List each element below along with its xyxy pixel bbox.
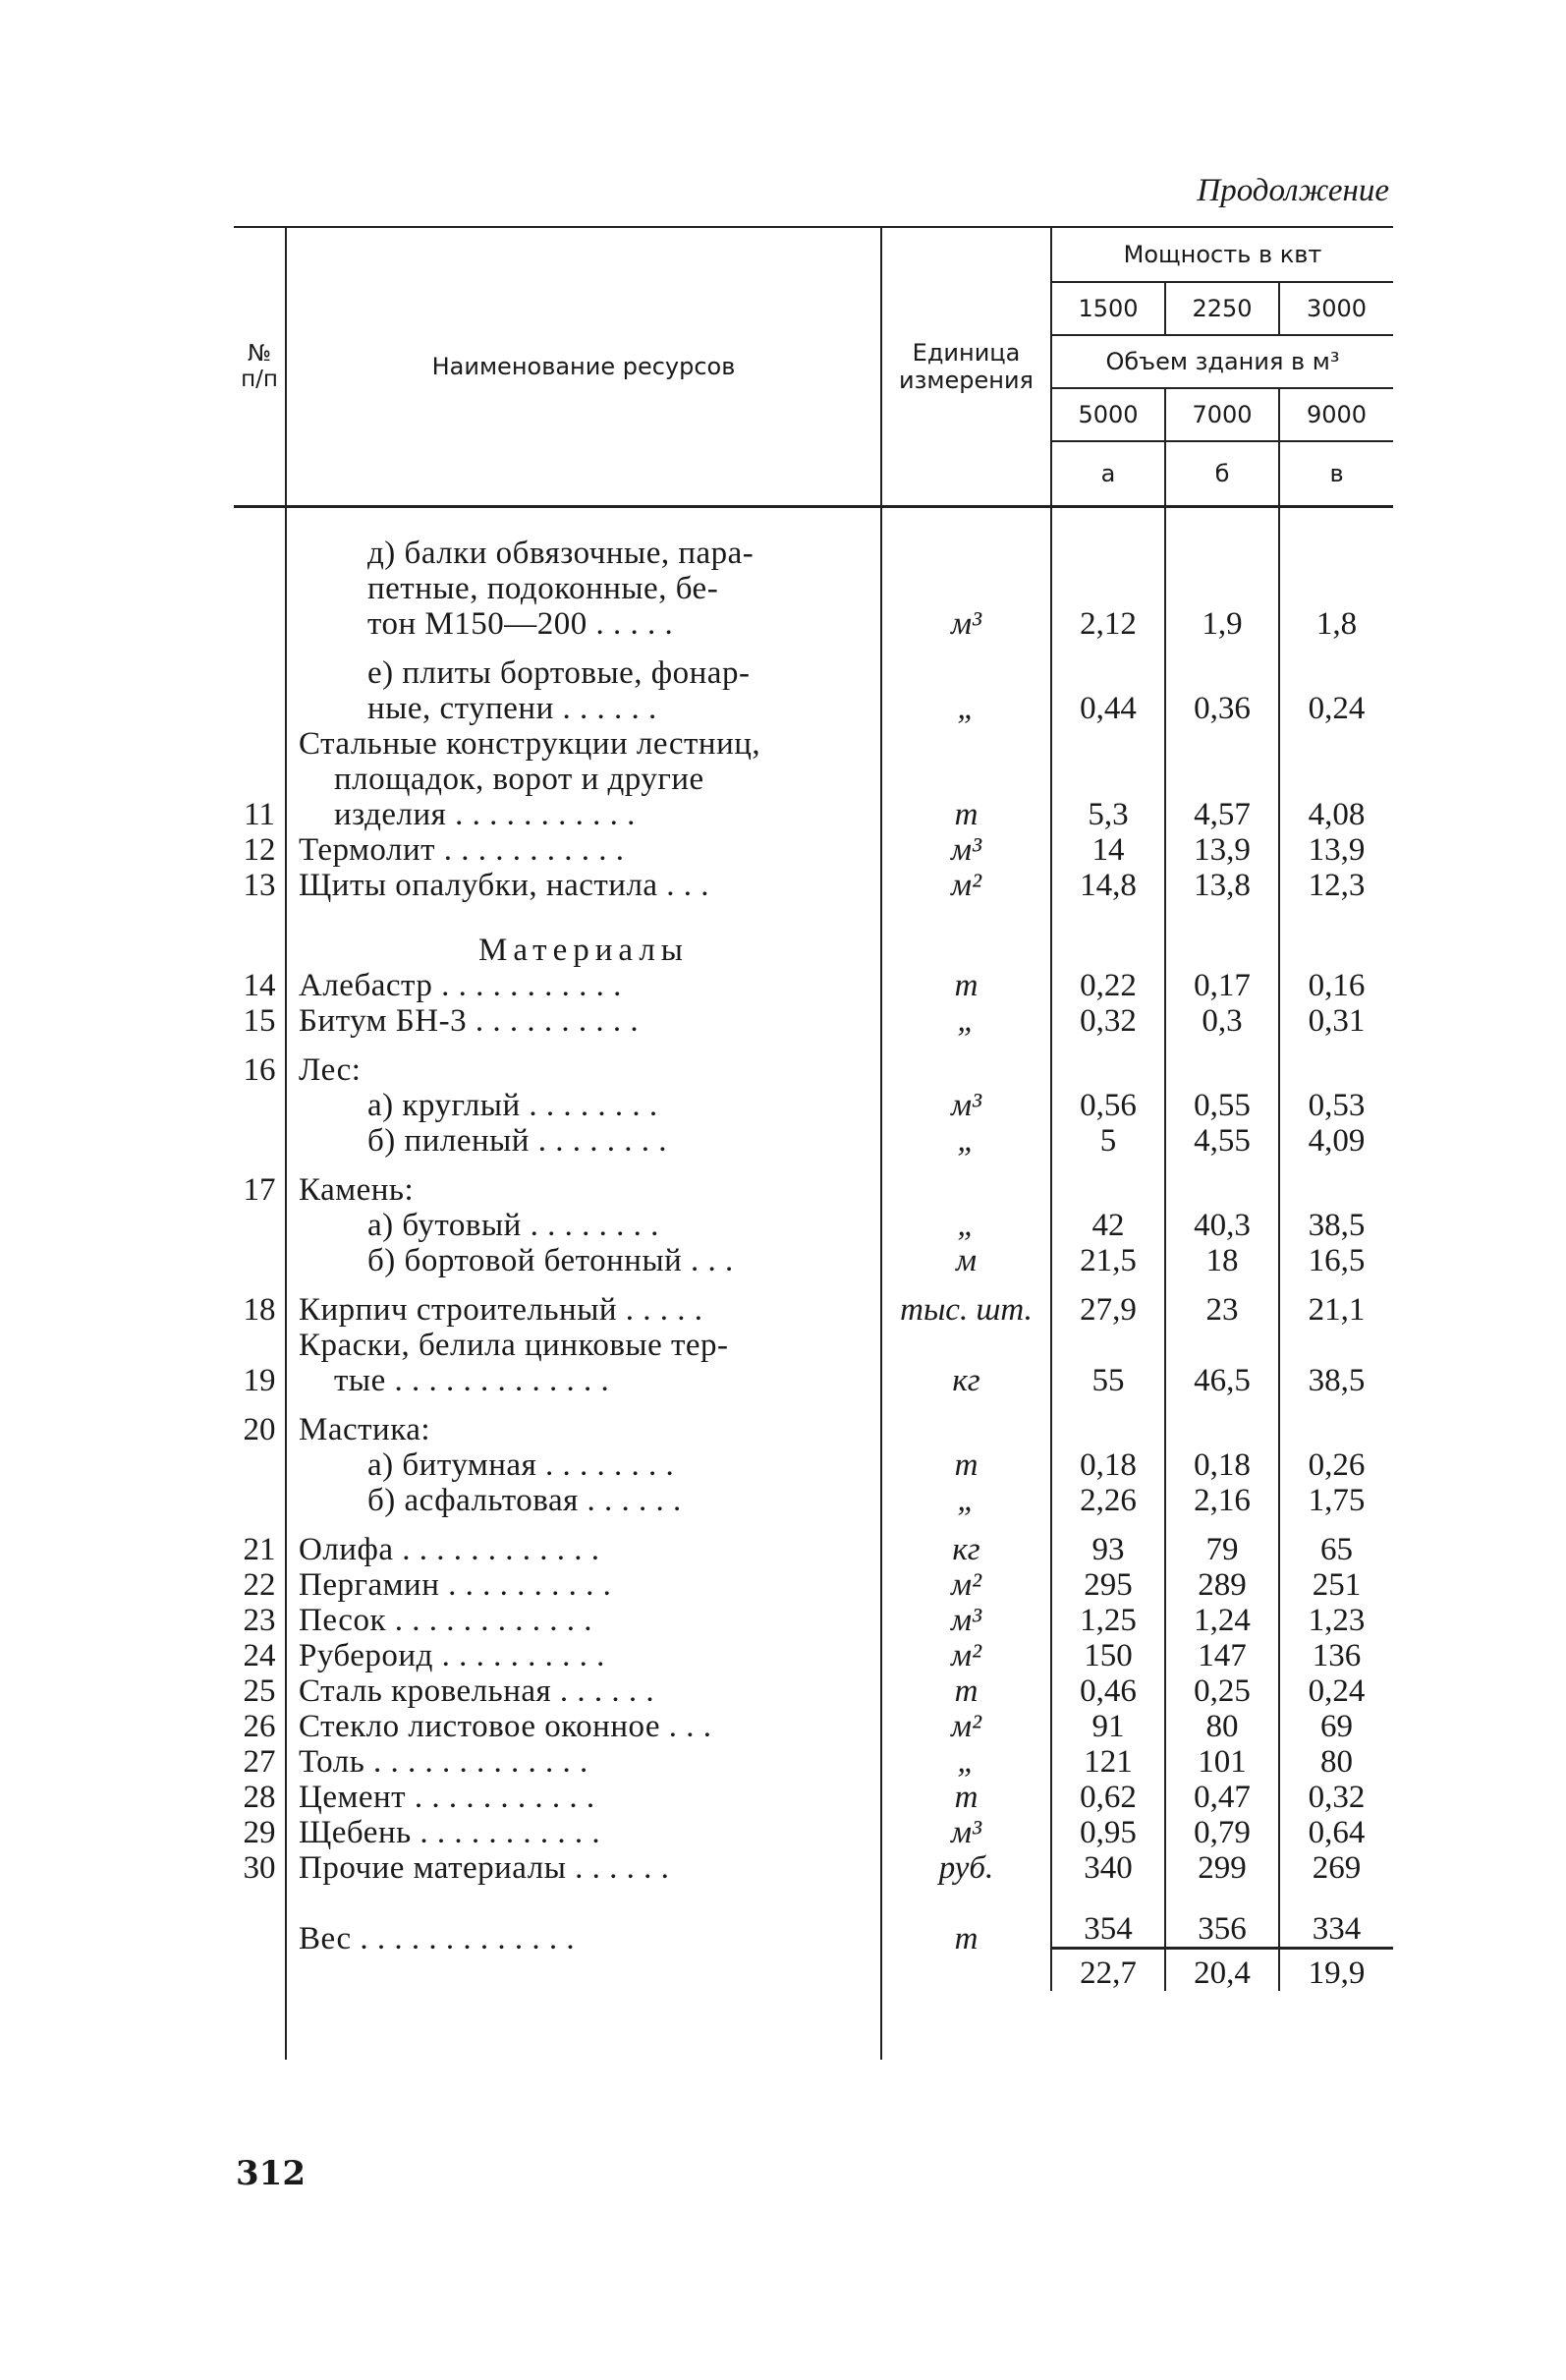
header-volume-b: 7000 [1165, 388, 1279, 441]
row-val-b: 0,55 [1165, 1088, 1279, 1123]
row-val-b: 4,57 [1165, 726, 1279, 832]
row-val-c: 4,09 [1279, 1123, 1393, 1159]
row-name [286, 1159, 881, 1208]
header-name: Наименование ресурсов [286, 227, 881, 507]
table-row [234, 1088, 1393, 1123]
row-val-b: 147 [1165, 1638, 1279, 1673]
row-val-a [1051, 1039, 1165, 1088]
row-val-c: 80 [1279, 1744, 1393, 1780]
row-val-a: 0,46 [1051, 1673, 1165, 1709]
row-num: 15 [243, 1003, 276, 1039]
row-val-b: 0,25 [1165, 1673, 1279, 1709]
row-name-line: Стальные конструкции лестниц, [299, 726, 761, 762]
row-unit: т [881, 1447, 1051, 1483]
row-num [234, 1123, 286, 1159]
row-name [286, 1483, 881, 1518]
table-row [234, 1278, 1393, 1328]
table-row [234, 1243, 1393, 1278]
row-val-b [1165, 903, 1279, 968]
header-letter-a: а [1051, 441, 1165, 507]
table-row [234, 1123, 1393, 1159]
table-row [234, 1850, 1393, 1886]
row-unit: м³ [881, 832, 1051, 868]
row-val-c: 0,64 [1279, 1815, 1393, 1850]
row-val-a: 0,22 [1051, 968, 1165, 1003]
row-num [234, 1447, 286, 1483]
row-val-a: 2,12 [1051, 536, 1165, 642]
table-row [234, 968, 1393, 1003]
row-num [234, 1886, 286, 1949]
table-row [234, 726, 1393, 832]
row-unit: „ [881, 1003, 1051, 1039]
row-name-line: Песок . . . . . . . . . . . . [299, 1603, 592, 1638]
row-name [286, 1398, 881, 1447]
row-unit: „ [881, 1123, 1051, 1159]
header-power-label: Мощность в квт [1051, 227, 1393, 282]
row-unit: „ [881, 642, 1051, 726]
row-name [286, 536, 881, 642]
header-volume-c: 9000 [1279, 388, 1393, 441]
row-name [286, 1567, 881, 1603]
row-name [286, 1638, 881, 1673]
row-name-line: б) пиленый . . . . . . . . [367, 1123, 667, 1159]
table-row [234, 642, 1393, 726]
row-num [234, 1208, 286, 1243]
row-unit: „ [881, 1744, 1051, 1780]
row-num: 27 [243, 1744, 276, 1780]
row-val-a: 0,44 [1051, 642, 1165, 726]
row-val-a: 42 [1051, 1208, 1165, 1243]
weight-unit: т [881, 1886, 1051, 1991]
row-name [286, 1003, 881, 1039]
row-val-c: 1,75 [1279, 1483, 1393, 1518]
table-row [234, 1567, 1393, 1603]
table-row [234, 1328, 1393, 1398]
row-name-line: Краски, белила цинковые тер- [299, 1328, 729, 1363]
row-val-a: 0,95 [1051, 1815, 1165, 1850]
row-num: 12 [243, 832, 276, 868]
weight-top-value: 354 [1051, 1886, 1165, 1949]
row-num: 17 [243, 1172, 276, 1208]
row-name-line: ные, ступени . . . . . . [367, 691, 657, 726]
row-name [286, 726, 881, 832]
row-val-a: 55 [1051, 1328, 1165, 1398]
row-val-b: 2,16 [1165, 1483, 1279, 1518]
row-val-b [1165, 1159, 1279, 1208]
table-row [234, 1673, 1393, 1709]
table-row [234, 1638, 1393, 1673]
row-val-b: 101 [1165, 1744, 1279, 1780]
row-val-c: 0,24 [1279, 1673, 1393, 1709]
table-row [234, 1744, 1393, 1780]
tail-row [234, 1991, 1393, 2060]
row-unit: т [881, 1780, 1051, 1815]
row-val-c: 38,5 [1279, 1328, 1393, 1398]
header-unit: Единица измерения [881, 227, 1051, 507]
row-val-a: 5,3 [1051, 726, 1165, 832]
table-body [234, 507, 1393, 2061]
row-name-line: Олифа . . . . . . . . . . . . [299, 1532, 600, 1567]
weight-bottom-value: 19,9 [1279, 1949, 1393, 1992]
row-unit: т [881, 1673, 1051, 1709]
row-val-a [1051, 1398, 1165, 1447]
row-val-c: 0,24 [1279, 642, 1393, 726]
row-name-line: Лес: [299, 1052, 362, 1088]
row-val-a [1051, 1159, 1165, 1208]
row-val-a [1051, 903, 1165, 968]
header-volume-a: 5000 [1051, 388, 1165, 441]
row-val-c: 69 [1279, 1709, 1393, 1744]
row-name [286, 1208, 881, 1243]
row-unit: руб. [881, 1850, 1051, 1886]
row-val-a: 150 [1051, 1638, 1165, 1673]
row-num: 13 [243, 868, 276, 903]
table-row [234, 1039, 1393, 1088]
row-name-line: Щиты опалубки, настила . . . [299, 868, 710, 903]
row-name-line: Рубероид . . . . . . . . . . [299, 1638, 605, 1673]
section-title: Материалы [286, 903, 881, 968]
row-val-c: 0,26 [1279, 1447, 1393, 1483]
header-num: № п/п [241, 341, 278, 392]
row-unit: м³ [881, 1603, 1051, 1638]
row-val-c: 269 [1279, 1850, 1393, 1886]
row-num: 23 [243, 1603, 276, 1638]
row-val-b: 1,24 [1165, 1603, 1279, 1638]
resources-table [234, 226, 1393, 2060]
table-row [234, 1603, 1393, 1638]
row-name-line: изделия . . . . . . . . . . . [334, 797, 636, 832]
row-num: 21 [243, 1532, 276, 1567]
weight-top-value: 334 [1279, 1886, 1393, 1949]
row-name [286, 1744, 881, 1780]
row-num: 30 [243, 1850, 276, 1886]
row-unit: т [881, 968, 1051, 1003]
row-num [234, 1088, 286, 1123]
row-num [234, 1243, 286, 1278]
row-val-a: 121 [1051, 1744, 1165, 1780]
row-val-b: 0,79 [1165, 1815, 1279, 1850]
row-val-a: 2,26 [1051, 1483, 1165, 1518]
row-name-line: е) плиты бортовые, фонар- [367, 655, 751, 691]
row-name-line: Цемент . . . . . . . . . . . [299, 1780, 595, 1815]
row-name [286, 1088, 881, 1123]
table-row [234, 832, 1393, 868]
row-val-c [1279, 1039, 1393, 1088]
row-name-line: Сталь кровельная . . . . . . [299, 1673, 655, 1709]
header-letter-b: б [1165, 441, 1279, 507]
row-val-c: 4,08 [1279, 726, 1393, 832]
header-volume-label: Объем здания в м³ [1051, 335, 1393, 388]
row-unit: м² [881, 1709, 1051, 1744]
row-num [234, 1949, 286, 1992]
table-row [234, 1398, 1393, 1447]
weight-row-top [234, 1886, 1393, 1949]
row-val-c: 1,23 [1279, 1603, 1393, 1638]
row-unit [881, 903, 1051, 968]
row-val-c: 65 [1279, 1518, 1393, 1567]
row-val-a: 14,8 [1051, 868, 1165, 903]
row-val-c: 0,31 [1279, 1003, 1393, 1039]
row-name [286, 1603, 881, 1638]
row-val-c: 38,5 [1279, 1208, 1393, 1243]
row-val-a: 14 [1051, 832, 1165, 868]
row-val-c: 1,8 [1279, 536, 1393, 642]
row-name-line: б) бортовой бетонный . . . [367, 1243, 734, 1278]
row-unit [881, 1398, 1051, 1447]
row-num: 19 [243, 1363, 276, 1398]
row-name-line: Камень: [299, 1172, 415, 1208]
row-val-c: 251 [1279, 1567, 1393, 1603]
spacer-row [234, 507, 1393, 537]
table-row [234, 1447, 1393, 1483]
row-val-b: 13,8 [1165, 868, 1279, 903]
row-val-b: 0,47 [1165, 1780, 1279, 1815]
weight-bottom-value: 20,4 [1165, 1949, 1279, 1992]
row-val-a: 91 [1051, 1709, 1165, 1744]
table-row [234, 1483, 1393, 1518]
row-name [286, 1278, 881, 1328]
row-name-line: тон М150—200 . . . . . [367, 606, 674, 642]
row-val-a: 0,32 [1051, 1003, 1165, 1039]
row-name-line: б) асфальтовая . . . . . . [367, 1483, 682, 1518]
table-row [234, 1208, 1393, 1243]
row-val-b: 289 [1165, 1567, 1279, 1603]
row-unit: тыс. шт. [881, 1278, 1051, 1328]
row-val-b: 0,17 [1165, 968, 1279, 1003]
row-unit: м² [881, 1638, 1051, 1673]
row-name [286, 1243, 881, 1278]
row-unit: м [881, 1243, 1051, 1278]
row-name-line: Термолит . . . . . . . . . . . [299, 832, 625, 868]
row-unit: кг [881, 1518, 1051, 1567]
row-name [286, 1447, 881, 1483]
row-val-c: 13,9 [1279, 832, 1393, 868]
row-num: 11 [244, 797, 275, 832]
row-num: 28 [243, 1780, 276, 1815]
page-number: 312 [236, 2154, 306, 2193]
weight-label: Вес . . . . . . . . . . . . . [286, 1886, 881, 1991]
row-unit: м³ [881, 1815, 1051, 1850]
row-val-c: 21,1 [1279, 1278, 1393, 1328]
row-val-a: 0,18 [1051, 1447, 1165, 1483]
table-row [234, 1003, 1393, 1039]
row-num: 26 [243, 1709, 276, 1744]
row-name [286, 1673, 881, 1709]
header-power-c: 3000 [1279, 282, 1393, 335]
row-val-c: 0,16 [1279, 968, 1393, 1003]
row-val-c: 136 [1279, 1638, 1393, 1673]
row-unit: м² [881, 1567, 1051, 1603]
row-unit: м² [881, 868, 1051, 903]
row-unit: „ [881, 1483, 1051, 1518]
row-val-c: 16,5 [1279, 1243, 1393, 1278]
row-unit: „ [881, 1208, 1051, 1243]
row-name-line: Пергамин . . . . . . . . . . [299, 1567, 612, 1603]
table-row [234, 868, 1393, 903]
row-name [286, 1123, 881, 1159]
row-name-line: тые . . . . . . . . . . . . . [334, 1363, 610, 1398]
header-power-a: 1500 [1051, 282, 1165, 335]
row-unit: м³ [881, 536, 1051, 642]
row-val-b: 80 [1165, 1709, 1279, 1744]
row-name-line: Толь . . . . . . . . . . . . . [299, 1744, 588, 1780]
row-val-a: 295 [1051, 1567, 1165, 1603]
row-name-line: Стекло листовое оконное . . . [299, 1709, 712, 1744]
row-val-c [1279, 1159, 1393, 1208]
row-val-a: 5 [1051, 1123, 1165, 1159]
row-num: 29 [243, 1815, 276, 1850]
row-val-b: 299 [1165, 1850, 1279, 1886]
row-name-line: Щебень . . . . . . . . . . . [299, 1815, 601, 1850]
row-num: 14 [243, 968, 276, 1003]
row-val-a: 0,62 [1051, 1780, 1165, 1815]
row-name-line: Битум БН-3 . . . . . . . . . . [299, 1003, 640, 1039]
row-val-b: 0,3 [1165, 1003, 1279, 1039]
row-name-line: а) бутовый . . . . . . . . [367, 1208, 659, 1243]
row-num: 18 [243, 1292, 276, 1328]
row-name [286, 968, 881, 1003]
table-row [234, 536, 1393, 642]
row-val-a: 340 [1051, 1850, 1165, 1886]
row-val-b: 0,36 [1165, 642, 1279, 726]
table-row [234, 1709, 1393, 1744]
table-row [234, 1159, 1393, 1208]
row-val-b: 79 [1165, 1518, 1279, 1567]
row-val-b: 23 [1165, 1278, 1279, 1328]
row-name [286, 642, 881, 726]
table-row [234, 1518, 1393, 1567]
row-num: 22 [243, 1567, 276, 1603]
row-name-line: площадок, ворот и другие [334, 762, 704, 797]
row-val-a: 0,56 [1051, 1088, 1165, 1123]
row-val-b: 40,3 [1165, 1208, 1279, 1243]
row-name [286, 868, 881, 903]
row-val-a: 21,5 [1051, 1243, 1165, 1278]
row-val-c: 0,32 [1279, 1780, 1393, 1815]
row-val-b [1165, 1398, 1279, 1447]
row-num [234, 536, 286, 642]
row-val-b [1165, 1039, 1279, 1088]
row-name-line: Прочие материалы . . . . . . [299, 1850, 670, 1886]
row-val-b: 4,55 [1165, 1123, 1279, 1159]
row-unit: т [881, 726, 1051, 832]
row-name-line: Алебастр . . . . . . . . . . . [299, 968, 622, 1003]
row-num [234, 1483, 286, 1518]
row-name-line: д) балки обвязочные, пара- [367, 536, 755, 571]
row-name [286, 1709, 881, 1744]
row-num: 25 [243, 1673, 276, 1709]
header-letter-c: в [1279, 441, 1393, 507]
row-name-line: Кирпич строительный . . . . . [299, 1292, 703, 1328]
header-power-b: 2250 [1165, 282, 1279, 335]
row-val-b: 18 [1165, 1243, 1279, 1278]
row-name [286, 832, 881, 868]
row-unit: кг [881, 1328, 1051, 1398]
row-val-a: 27,9 [1051, 1278, 1165, 1328]
row-name-line: а) битумная . . . . . . . . [367, 1447, 675, 1483]
row-name [286, 1780, 881, 1815]
row-val-c [1279, 1398, 1393, 1447]
row-name [286, 1850, 881, 1886]
weight-bottom-value: 22,7 [1051, 1949, 1165, 1992]
row-val-c: 0,53 [1279, 1088, 1393, 1123]
table-row [234, 1815, 1393, 1850]
table-header [234, 227, 1393, 507]
row-val-c: 12,3 [1279, 868, 1393, 903]
row-name [286, 1815, 881, 1850]
row-val-b: 1,9 [1165, 536, 1279, 642]
row-num: 20 [243, 1412, 276, 1447]
row-num: 16 [243, 1052, 276, 1088]
row-name-line: Мастика: [299, 1412, 431, 1447]
row-num [234, 642, 286, 726]
row-name [286, 1518, 881, 1567]
row-unit [881, 1039, 1051, 1088]
continuation-label: Продолжение [1197, 173, 1389, 208]
row-num [234, 903, 286, 968]
row-name [286, 1328, 881, 1398]
row-val-c [1279, 903, 1393, 968]
row-name-line: а) круглый . . . . . . . . [367, 1088, 658, 1123]
row-val-b: 0,18 [1165, 1447, 1279, 1483]
section-row [234, 903, 1393, 968]
row-name-line: петные, подоконные, бе- [367, 571, 719, 606]
row-val-a: 93 [1051, 1518, 1165, 1567]
row-val-b: 46,5 [1165, 1328, 1279, 1398]
row-name [286, 1039, 881, 1088]
table-row [234, 1780, 1393, 1815]
row-val-b: 13,9 [1165, 832, 1279, 868]
row-unit [881, 1159, 1051, 1208]
row-val-a: 1,25 [1051, 1603, 1165, 1638]
row-unit: м³ [881, 1088, 1051, 1123]
weight-top-value: 356 [1165, 1886, 1279, 1949]
row-num: 24 [243, 1638, 276, 1673]
